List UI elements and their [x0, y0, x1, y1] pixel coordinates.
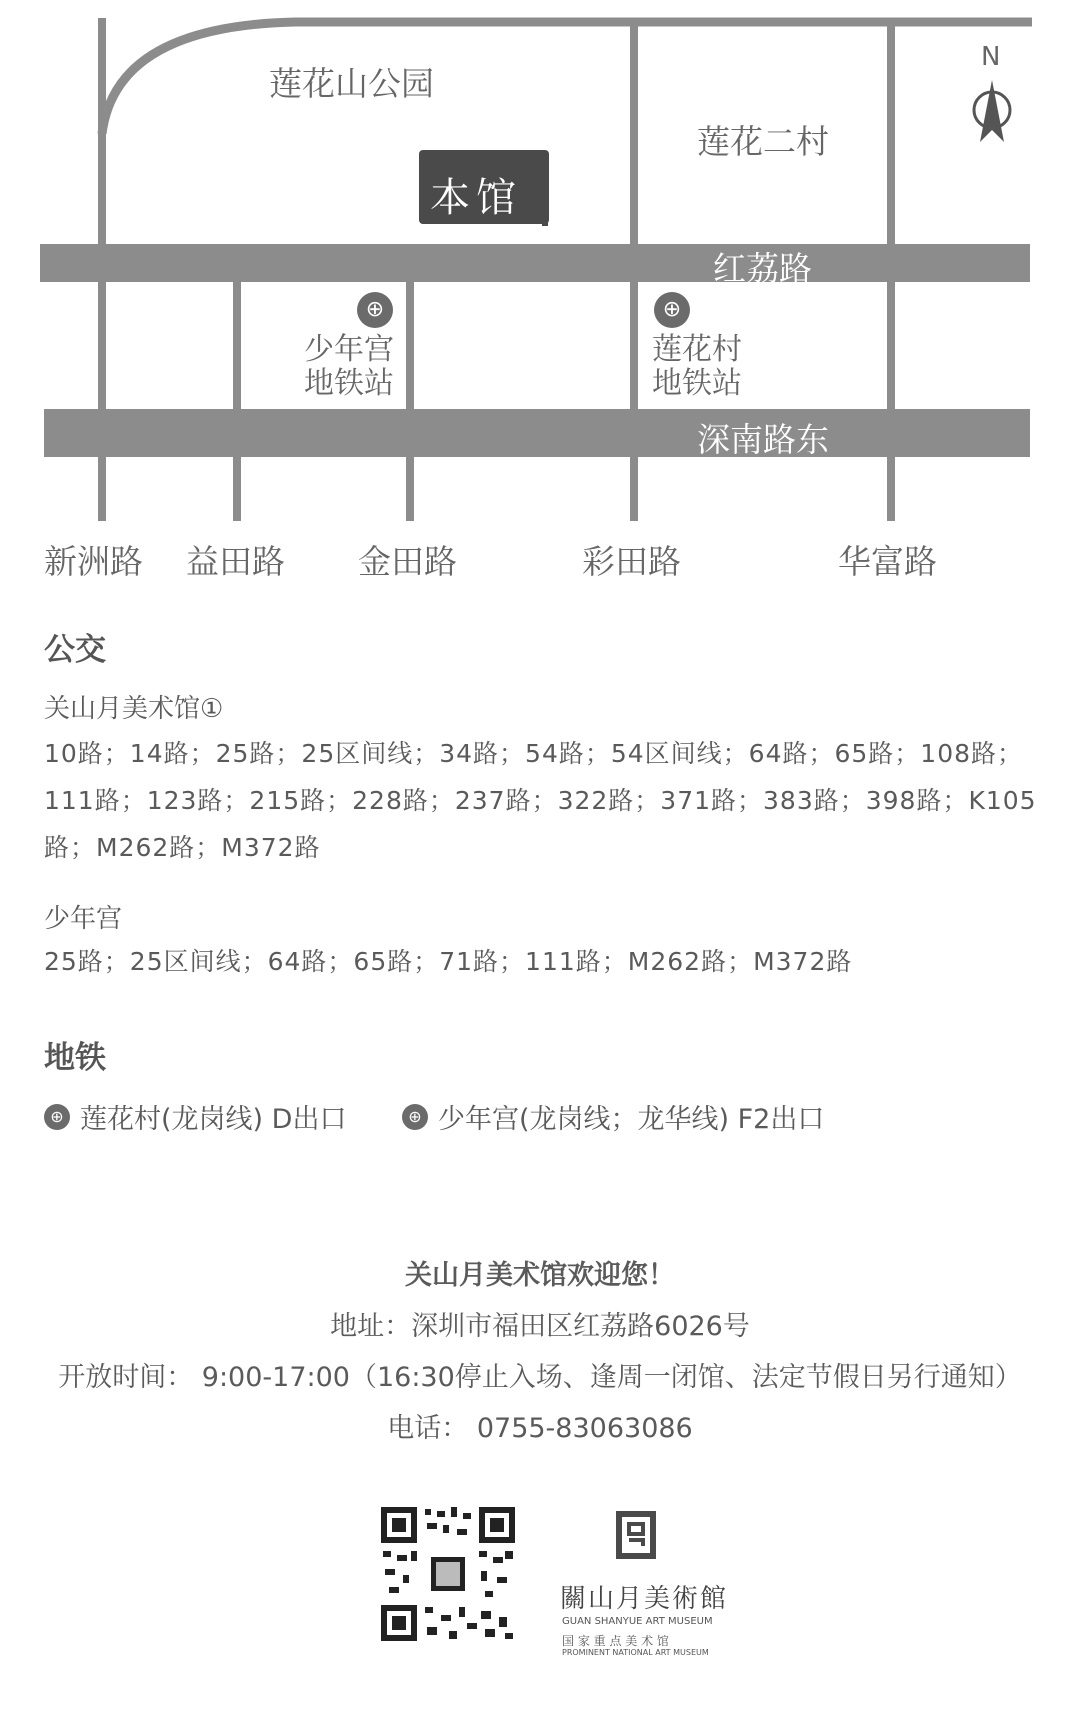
village-label: 莲花二村	[697, 122, 829, 161]
museum-logo-icon	[615, 1510, 657, 1560]
station-label-shaoniangong	[304, 333, 394, 401]
phone-text: 电话： 0755-83063086	[387, 1413, 693, 1444]
road-low-2	[233, 455, 241, 521]
road-low-5	[887, 455, 895, 521]
metro-section-title: 地铁	[44, 1040, 106, 1076]
road-mid-2	[233, 280, 241, 412]
road-low-3	[406, 455, 414, 521]
metro-exit-text: 莲花村(龙岗线) D出口	[80, 1104, 347, 1135]
road-low-4	[630, 455, 638, 521]
street-label: 华富路	[838, 542, 937, 581]
station-name: 莲花村	[652, 332, 742, 367]
north-label: N	[981, 42, 1001, 72]
bus-routes: 10路；14路；25路；25区间线；34路；54路；54区间线；64路；65路；108路；111路；123路；215路；228路；237路；322路；371路；383路；398路；K105路；M262路；M372路	[44, 739, 1037, 862]
road-mid-3	[406, 280, 414, 412]
metro-exit-text: 少年宫(龙岗线；龙华线) F2出口	[438, 1104, 825, 1135]
metro-station-icon: ⊕	[654, 292, 690, 328]
park-label: 莲花山公园	[269, 64, 434, 103]
metro-icon: ⊕	[402, 1104, 428, 1130]
road-mid-5	[887, 280, 895, 412]
road-shennan-label: 深南路东	[697, 420, 829, 459]
address-text: 地址：深圳市福田区红荔路6026号	[330, 1311, 750, 1342]
bus-stop-name: 少年宫	[44, 904, 123, 934]
road-hongli	[40, 244, 1030, 282]
logo-name-cn: 關山月美術館	[560, 1584, 729, 1614]
qr-code-icon	[381, 1507, 515, 1641]
logo-tag-en: PROMINENT NATIONAL ART MUSEUM	[562, 1648, 709, 1657]
bus-section-title: 公交	[44, 632, 106, 668]
street-label: 金田路	[358, 542, 457, 581]
bus-stop-name: 关山月美术馆①	[44, 694, 224, 724]
metro-station-icon: ⊕	[357, 292, 393, 328]
road-low-1	[98, 455, 106, 521]
hours-text: 开放时间： 9:00-17:00（16:30停止入场、逢周一闭馆、法定节假日另行通知）	[58, 1362, 1022, 1393]
station-type: 地铁站	[652, 366, 742, 401]
metro-icon: ⊕	[44, 1104, 70, 1130]
road-mid-1	[98, 280, 106, 412]
road-hongli-label: 红荔路	[713, 249, 812, 288]
bus-routes: 25路；25区间线；64路；65路；71路；111路；M262路；M372路	[44, 947, 853, 976]
street-label: 新洲路	[44, 542, 143, 581]
metro-exit	[44, 1097, 346, 1136]
road-shennan	[44, 409, 1030, 457]
station-type: 地铁站	[304, 366, 394, 401]
welcome-text: 关山月美术馆欢迎您！	[405, 1260, 675, 1291]
station-name: 少年宫	[304, 332, 394, 367]
museum-corner-icon	[522, 180, 552, 228]
location-map	[0, 0, 1080, 600]
street-label: 彩田路	[582, 542, 681, 581]
logo-name-en: GUAN SHANYUE ART MUSEUM	[562, 1616, 713, 1627]
north-arrow-icon	[970, 78, 1014, 144]
metro-exit	[402, 1097, 824, 1136]
station-label-lianhuacun	[652, 333, 742, 401]
road-mid-4	[630, 280, 638, 412]
park-curve-road	[95, 14, 1035, 134]
museum-label: 本馆	[430, 175, 522, 221]
logo-tag-cn: 国 家 重 点 美 术 馆	[562, 1634, 669, 1648]
street-label: 益田路	[186, 542, 285, 581]
